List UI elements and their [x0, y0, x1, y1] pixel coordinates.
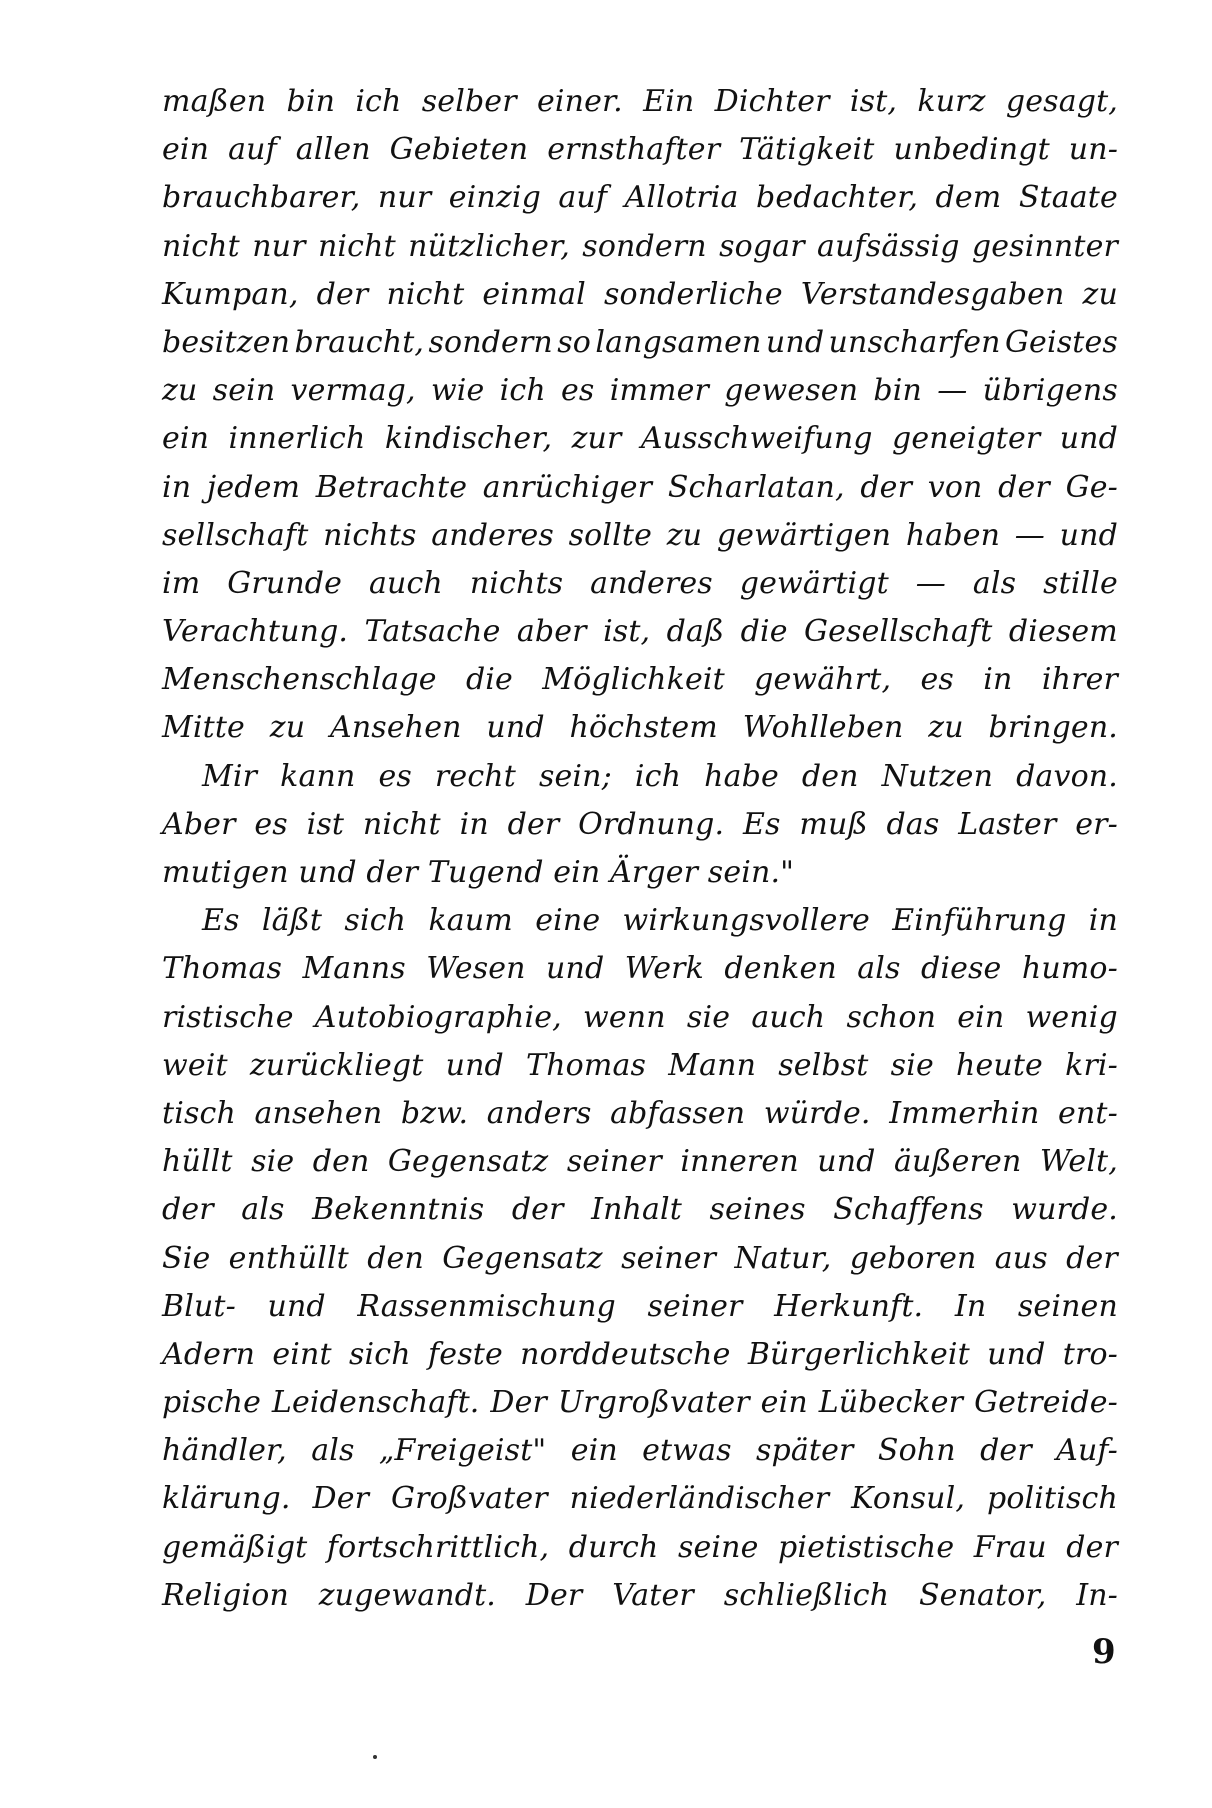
word: gewährt,	[754, 662, 892, 698]
word: vermag,	[290, 373, 416, 409]
word: Rassenmischung	[357, 1288, 616, 1324]
text-line	[162, 801, 1118, 849]
word: auch	[751, 999, 826, 1035]
word: sogar	[719, 228, 805, 264]
word: Großvater	[391, 1481, 548, 1517]
word: anderes	[431, 517, 554, 553]
word: es	[254, 806, 288, 842]
word: Staate	[1018, 180, 1118, 216]
word: anrüchiger	[482, 469, 653, 505]
text-line	[162, 1379, 1118, 1427]
word: und	[486, 710, 545, 746]
text-line	[162, 1524, 1118, 1572]
word: Welt,	[1039, 1144, 1118, 1180]
text-line	[162, 319, 1118, 367]
word: Aber	[162, 806, 236, 842]
word: nicht	[162, 228, 240, 264]
word: zurückliegt	[249, 1047, 424, 1083]
word: Der	[490, 1385, 547, 1421]
word: Frau	[973, 1529, 1047, 1565]
text-line	[162, 1042, 1118, 1090]
word: bedachter,	[756, 180, 919, 216]
word: kaum	[428, 903, 513, 939]
word: fortschrittlich,	[326, 1529, 550, 1565]
word: auf	[228, 132, 277, 168]
word: abfassen	[610, 1095, 746, 1131]
word: gesinnter	[971, 228, 1118, 264]
word: sonderliche	[603, 276, 783, 312]
word: würde.	[763, 1095, 871, 1131]
word: Inhalt	[591, 1192, 683, 1228]
word: gewärtigen	[716, 517, 892, 553]
word: die	[740, 614, 788, 650]
word: allen	[295, 132, 371, 168]
word: Leidenschaft.	[271, 1385, 480, 1421]
text-line	[162, 1475, 1118, 1523]
word: Nutzen	[881, 758, 994, 794]
word: Dichter	[714, 84, 830, 119]
word: diese	[920, 951, 1002, 987]
word: als	[311, 1433, 355, 1469]
word: Tätigkeit	[739, 132, 875, 168]
word: ein	[162, 132, 210, 168]
word: ich	[499, 373, 546, 409]
word: übrigens	[982, 373, 1118, 409]
word: zu	[162, 373, 198, 409]
word: geboren	[849, 1240, 977, 1276]
word: Es	[202, 903, 240, 939]
word: niederländischer	[569, 1481, 830, 1517]
word: Herkunft.	[774, 1288, 924, 1324]
word: zu	[928, 710, 964, 746]
word: Getreide-	[974, 1385, 1118, 1421]
text-line	[162, 223, 1118, 271]
word: Allotria	[624, 180, 739, 216]
word: auch	[368, 565, 443, 601]
word: enthüllt	[228, 1240, 349, 1276]
word: „Freigeist"	[378, 1433, 547, 1469]
word: den	[312, 1144, 370, 1180]
word: höchstem	[569, 710, 718, 746]
word: als	[857, 951, 901, 987]
text-line: mutigen und der Tugend ein Ärger sein."	[162, 855, 795, 890]
word: eine	[535, 903, 601, 939]
word: Grunde	[227, 565, 343, 601]
word: un-	[1068, 132, 1118, 168]
word: er-	[1075, 806, 1118, 842]
word: Der	[312, 1481, 370, 1517]
word: seiner	[566, 1144, 662, 1180]
word: Einführung	[892, 903, 1067, 939]
word: als	[972, 565, 1017, 601]
word: kann	[280, 758, 356, 794]
word: nichts	[323, 517, 417, 553]
text-line	[162, 608, 1118, 656]
word: feste	[428, 1336, 503, 1372]
word: Gebieten	[389, 132, 529, 168]
word: denken	[724, 951, 837, 987]
text-line	[162, 560, 1118, 608]
word: sie	[251, 1144, 295, 1180]
word: Menschenschlage	[162, 662, 437, 698]
word: die	[465, 662, 513, 698]
word: wenn	[583, 999, 666, 1035]
word: ist,	[603, 614, 651, 650]
word: —	[937, 373, 968, 409]
word: selbst	[778, 1047, 869, 1083]
word: Betrachte	[315, 469, 468, 505]
word: als	[241, 1192, 285, 1228]
word: der	[511, 1192, 564, 1228]
word: nur	[377, 180, 432, 216]
text-line	[162, 512, 1118, 560]
word: gewesen	[724, 373, 859, 409]
text-line	[162, 464, 1118, 512]
word: nicht	[317, 228, 396, 264]
word: Blut-	[162, 1288, 236, 1324]
word: und	[546, 951, 605, 987]
word: der	[1066, 1240, 1118, 1276]
word: und	[1059, 421, 1118, 457]
word: Geistes	[1004, 324, 1118, 360]
text-line	[162, 78, 1118, 126]
word: wurde.	[1011, 1192, 1118, 1228]
text-line	[162, 1138, 1118, 1186]
word: einmal	[482, 276, 586, 312]
word: aus	[994, 1240, 1048, 1276]
word: in	[1088, 903, 1118, 939]
body-text	[162, 78, 1118, 1620]
text-line	[162, 1572, 1118, 1620]
word: Gegensatz	[387, 1144, 549, 1180]
word: Auf-	[1056, 1433, 1118, 1469]
text-line	[162, 1283, 1118, 1331]
word: tisch	[162, 1095, 236, 1131]
word: der	[998, 469, 1050, 505]
word: hüllt	[162, 1144, 233, 1180]
word: ent-	[1058, 1095, 1118, 1131]
word: Konsul,	[851, 1481, 966, 1517]
word: etwas	[642, 1433, 732, 1469]
text-line	[162, 1090, 1118, 1138]
word: Es	[742, 806, 781, 842]
word: In-	[1076, 1577, 1118, 1613]
word: Autobiographie,	[314, 999, 562, 1035]
word: sie	[686, 999, 731, 1035]
word: Mann	[668, 1047, 757, 1083]
word: den	[367, 1240, 424, 1276]
word: inneren	[680, 1144, 799, 1180]
word: Tatsache	[364, 614, 501, 650]
word: und	[267, 1288, 326, 1324]
word: der	[316, 276, 369, 312]
word: langsamen	[595, 324, 762, 360]
word: bin	[286, 84, 336, 119]
word: aber	[516, 614, 587, 650]
word: von	[927, 469, 983, 505]
word: Wesen	[426, 951, 526, 987]
word: Manns	[302, 951, 406, 987]
word: und	[987, 1336, 1046, 1372]
word: im	[162, 565, 201, 601]
word: Der	[525, 1577, 583, 1613]
word: tro-	[1062, 1336, 1118, 1372]
word: Wohlleben	[742, 710, 904, 746]
word: Verachtung.	[162, 614, 349, 650]
word: und	[1059, 517, 1118, 553]
text-line	[162, 994, 1118, 1042]
word: kurz	[917, 84, 986, 119]
word: Natur,	[734, 1240, 832, 1276]
word: habe	[704, 758, 779, 794]
word: humo-	[1021, 951, 1118, 987]
word: den	[801, 758, 859, 794]
word: anderes	[590, 565, 713, 601]
word: der	[162, 1192, 214, 1228]
text-line	[162, 1427, 1118, 1475]
word: ist	[306, 806, 345, 842]
word: ich	[355, 84, 402, 119]
word: und	[445, 1047, 504, 1083]
word: Verstandesgaben	[800, 276, 1065, 312]
word: in	[983, 662, 1013, 698]
word: nicht	[362, 806, 441, 842]
word: ein	[760, 1385, 808, 1421]
word: nicht	[386, 276, 465, 312]
word: —	[1014, 517, 1045, 553]
word: sich	[344, 903, 407, 939]
word: es	[561, 373, 595, 409]
text-line	[162, 415, 1118, 463]
word: —	[915, 565, 946, 601]
word: einzig	[448, 180, 541, 216]
word: seiner	[647, 1288, 743, 1324]
word: wie	[430, 373, 485, 409]
word: Kumpan,	[162, 276, 299, 312]
word: es	[378, 758, 412, 794]
word: bin	[873, 373, 922, 409]
word: läßt	[261, 903, 323, 939]
word: geneigter	[892, 421, 1041, 457]
text-line	[162, 174, 1118, 222]
word: Sie	[162, 1240, 211, 1276]
word: zu	[1082, 276, 1118, 312]
word: in	[459, 806, 489, 842]
word: sondern	[582, 228, 707, 264]
word: innerlich	[228, 421, 366, 457]
word: ristische	[162, 999, 294, 1035]
word: daß	[666, 614, 725, 650]
word: Ausschweifung	[640, 421, 873, 457]
text-line	[162, 897, 1118, 945]
word: heute	[956, 1047, 1043, 1083]
word: norddeutsche	[520, 1336, 731, 1372]
word: wenig	[1025, 999, 1118, 1035]
word: seiner	[621, 1240, 717, 1276]
word: seinen	[1017, 1288, 1118, 1324]
word: pietistische	[777, 1529, 955, 1565]
word: ich	[634, 758, 682, 794]
word: ernsthafter	[547, 132, 721, 168]
text-line	[162, 1186, 1118, 1234]
word: pische	[162, 1385, 261, 1421]
word: Ge-	[1065, 469, 1118, 505]
word: bzw.	[400, 1095, 469, 1131]
word: gewärtigt	[739, 565, 889, 601]
word: ansehen	[254, 1095, 383, 1131]
text-line	[162, 367, 1118, 415]
word: Bürgerlichkeit	[747, 1336, 970, 1372]
word: unscharfen	[828, 324, 1001, 360]
word: unbedingt	[893, 132, 1050, 168]
word: Ein	[643, 84, 695, 119]
word: zugewandt.	[318, 1577, 496, 1613]
word: Ansehen	[330, 710, 462, 746]
text-line	[162, 704, 1118, 752]
word: und	[817, 1144, 876, 1180]
word: Thomas	[526, 1047, 647, 1083]
text-line	[162, 753, 1118, 801]
word: jedem	[206, 469, 301, 505]
word: und	[765, 324, 825, 360]
word: besitzen	[162, 324, 291, 360]
word: Möglichkeit	[542, 662, 725, 698]
word: durch	[568, 1529, 659, 1565]
word: Bekenntnis	[312, 1192, 485, 1228]
word: sein;	[538, 758, 612, 794]
text-line	[162, 945, 1118, 993]
word: ein	[957, 999, 1005, 1035]
word: Ordnung.	[578, 806, 725, 842]
word: seine	[677, 1529, 759, 1565]
word: Adern	[162, 1336, 256, 1372]
word: äußeren	[893, 1144, 1022, 1180]
word: brauchbarer,	[162, 180, 361, 216]
word: gesagt,	[1005, 84, 1118, 119]
word: maßen	[162, 84, 267, 119]
word: stille	[1043, 565, 1118, 601]
word: ein	[570, 1433, 618, 1469]
word: diesem	[1008, 614, 1118, 650]
word: das	[886, 806, 940, 842]
word: Religion	[162, 1577, 289, 1613]
word: Gegensatz	[442, 1240, 603, 1276]
word: gemäßigt	[162, 1529, 308, 1565]
word: selber	[421, 84, 517, 119]
word: ein	[162, 421, 210, 457]
word: Senator,	[918, 1577, 1047, 1613]
word: ist,	[849, 84, 898, 119]
word: nichts	[469, 565, 564, 601]
word: so	[557, 324, 592, 360]
word: Urgroßvater	[557, 1385, 750, 1421]
word: in	[162, 469, 192, 505]
word: der	[860, 469, 913, 505]
word: Thomas	[162, 951, 283, 987]
word: sein	[212, 373, 276, 409]
word: Gesellschaft	[804, 614, 993, 650]
word: seines	[709, 1192, 806, 1228]
word: sie	[890, 1047, 934, 1083]
word: recht	[434, 758, 516, 794]
text-line	[162, 126, 1118, 174]
word: der	[1066, 1529, 1118, 1565]
word: braucht,	[294, 324, 425, 360]
word: kri-	[1065, 1047, 1118, 1083]
word: Werk	[624, 951, 704, 987]
word: haben	[905, 517, 1001, 553]
word: sollte	[568, 517, 652, 553]
word: klärung.	[162, 1481, 291, 1517]
word: Laster	[958, 806, 1057, 842]
word: der	[980, 1433, 1032, 1469]
word: zu	[666, 517, 703, 553]
word: Mir	[202, 758, 258, 794]
word: Sohn	[877, 1433, 956, 1469]
word: der	[507, 806, 560, 842]
word: später	[756, 1433, 854, 1469]
word: einer.	[536, 84, 623, 119]
word: sich	[349, 1336, 411, 1372]
word: Lübecker	[818, 1385, 964, 1421]
text-line	[162, 1331, 1118, 1379]
word: auf	[558, 180, 608, 216]
word: zu	[269, 710, 306, 746]
word: kindischer,	[384, 421, 553, 457]
word: dem	[935, 180, 1002, 216]
word: händler,	[162, 1433, 287, 1469]
word: sellschaft	[162, 517, 309, 553]
word: ihrer	[1041, 662, 1118, 698]
word: Immerhin	[889, 1095, 1040, 1131]
word: es	[920, 662, 954, 698]
word: schließlich	[723, 1577, 890, 1613]
word: sondern	[428, 324, 553, 360]
word: In	[954, 1288, 987, 1324]
word: Mitte	[162, 710, 245, 746]
word: Vater	[612, 1577, 694, 1613]
word: anders	[486, 1095, 592, 1131]
text-line	[162, 656, 1118, 704]
word: nur	[252, 228, 306, 264]
word: muß	[799, 806, 868, 842]
word: politisch	[986, 1481, 1118, 1517]
word: schon	[846, 999, 937, 1035]
word: aufsässig	[817, 228, 960, 264]
word: immer	[609, 373, 710, 409]
word: davon.	[1016, 758, 1118, 794]
word: wirkungsvollere	[622, 903, 870, 939]
word: bringen.	[988, 710, 1118, 746]
text-line	[162, 271, 1118, 319]
word: zur	[571, 421, 622, 457]
print-speck	[373, 1755, 377, 1759]
word: weit	[162, 1047, 228, 1083]
word: Schaffens	[833, 1192, 984, 1228]
page-number: 9	[1092, 1632, 1116, 1672]
word: nützlicher,	[408, 228, 570, 264]
word: eint	[272, 1336, 332, 1372]
text-line	[162, 1235, 1118, 1283]
word: Scharlatan,	[667, 469, 845, 505]
